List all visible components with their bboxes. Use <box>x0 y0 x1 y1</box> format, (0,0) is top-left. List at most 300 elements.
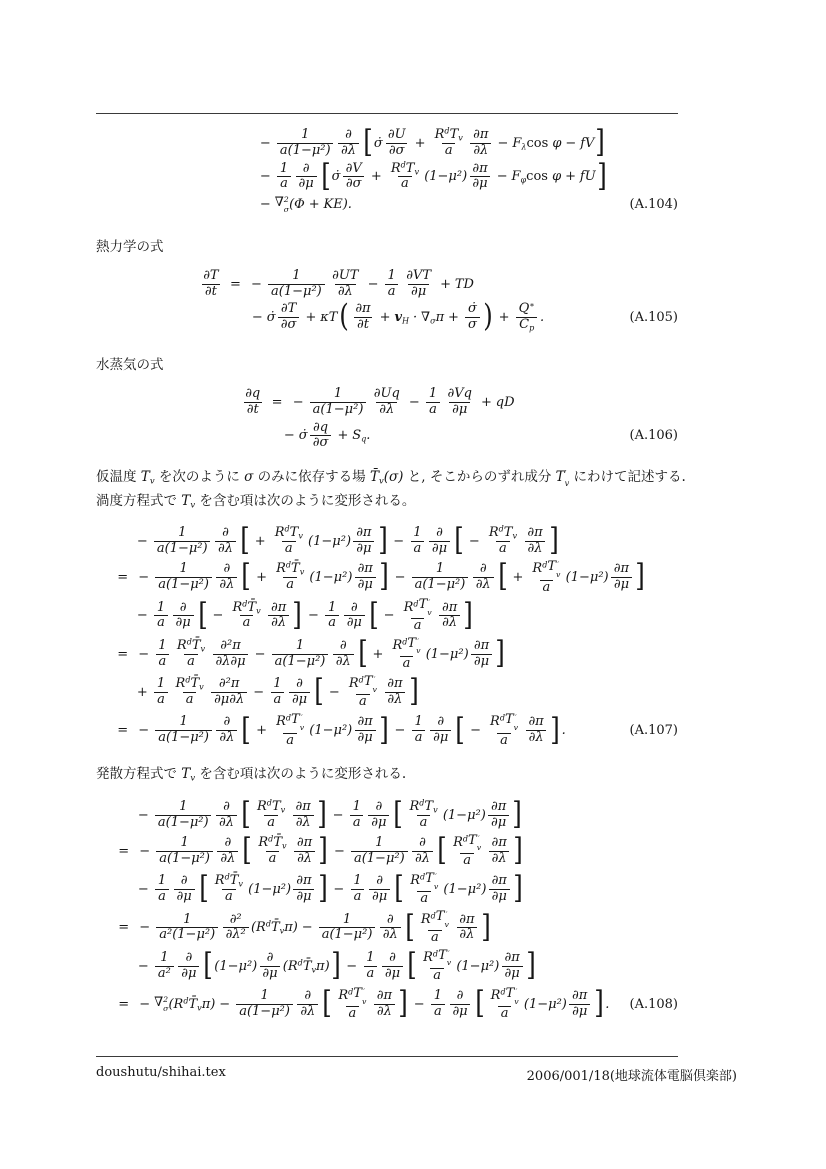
math-text: KE). <box>323 197 352 213</box>
subscript: v <box>564 478 570 489</box>
numerator <box>350 800 364 815</box>
math-group <box>448 834 512 869</box>
fraction <box>178 951 199 982</box>
operator: − <box>138 723 150 739</box>
scripted-symbol <box>189 997 202 1012</box>
subscript: v <box>512 531 517 541</box>
math-text: ∂π <box>572 988 588 1004</box>
math-text: 1 <box>428 385 438 401</box>
scripted-symbol <box>275 195 289 214</box>
close-delimiter-bracket: ] <box>330 947 341 983</box>
scripted-symbol <box>291 713 304 732</box>
fraction <box>352 302 373 333</box>
fraction <box>401 598 435 633</box>
math-text: ∂λ <box>335 653 351 669</box>
subscript: v <box>256 606 261 616</box>
fraction <box>215 526 236 557</box>
math-text: ∂λ <box>491 850 507 866</box>
subscript: H <box>402 316 410 326</box>
math-text: (1−μ²) <box>442 807 486 823</box>
denominator <box>473 577 494 593</box>
operator: + <box>498 310 510 326</box>
superscript: ′ <box>301 713 303 723</box>
math-group <box>256 195 352 214</box>
roman-text: 発散方程式で <box>96 766 182 783</box>
fraction <box>213 639 249 670</box>
numerator <box>355 715 376 730</box>
fraction <box>230 601 264 632</box>
denominator <box>223 927 249 943</box>
scripted-symbol <box>421 913 436 928</box>
fraction <box>368 800 389 831</box>
math-text: ∂VT <box>406 267 431 283</box>
math-text: T <box>271 799 281 815</box>
equation-line <box>96 797 678 833</box>
scripted-symbol <box>181 491 195 513</box>
equation-block-A.104 <box>96 125 678 215</box>
scripted-symbol <box>438 949 451 968</box>
math-group <box>453 834 481 853</box>
math-text: ∂π <box>472 160 488 176</box>
fraction <box>465 302 480 333</box>
roman-text: を含む項は次のように変形される. <box>195 766 407 783</box>
fraction <box>156 836 212 867</box>
math-text: ∂λ <box>271 615 287 631</box>
fraction <box>273 562 307 593</box>
denominator <box>155 577 211 593</box>
equation-number: (A.105) <box>629 310 678 326</box>
operator: + <box>308 197 320 213</box>
scripted-symbol <box>436 910 449 929</box>
math-text: 1 <box>157 873 167 889</box>
superscript: d <box>420 872 426 882</box>
math-text: R <box>403 599 414 615</box>
operator: − <box>468 534 480 550</box>
math-text: ∂q <box>313 419 329 435</box>
math-group <box>177 639 205 654</box>
equation-line <box>96 387 678 418</box>
math-text: (1−μ²) <box>456 958 500 974</box>
math-text: ∂μ <box>346 615 362 631</box>
math-text: a²(1−μ²) <box>159 927 216 943</box>
math-text: ∂μ <box>357 577 373 593</box>
math-text: a <box>500 1006 509 1022</box>
scripted-symbol <box>532 562 547 577</box>
footer-row <box>96 1065 737 1084</box>
numerator <box>516 302 538 317</box>
numerator <box>433 562 447 577</box>
denominator <box>611 577 632 593</box>
math-text: 1 <box>179 799 188 815</box>
operator: + <box>379 310 391 326</box>
math-group <box>209 601 292 632</box>
bracket-group <box>393 872 524 907</box>
denominator <box>154 615 167 631</box>
subscript: v <box>414 167 419 177</box>
math-text: Q <box>518 301 530 317</box>
fraction <box>277 128 333 159</box>
superscript: d <box>413 599 419 609</box>
fraction <box>211 677 247 708</box>
scripted-symbol <box>141 467 155 489</box>
math-text: a(1−μ²) <box>353 850 405 866</box>
denominator <box>155 889 168 905</box>
roman-text: cos <box>526 135 553 151</box>
open-delimiter-bracket: [ <box>197 597 208 633</box>
scripted-symbol <box>490 715 505 730</box>
denominator <box>277 143 333 159</box>
scripted-symbol <box>421 310 436 325</box>
fraction <box>155 800 211 831</box>
math-text: ∂ <box>436 525 443 541</box>
fraction <box>350 800 364 831</box>
scripted-symbol <box>154 995 168 1014</box>
math-text: a <box>401 176 409 192</box>
numerator <box>325 601 339 616</box>
superscript: d <box>402 637 408 647</box>
math-text: (1−μ²) <box>523 996 567 1012</box>
subscript: p <box>529 323 535 333</box>
equals-operator: = <box>230 276 241 292</box>
fraction <box>407 872 441 907</box>
operator: − <box>139 920 151 936</box>
math-text: a <box>413 541 422 557</box>
fraction <box>530 560 564 595</box>
equals-operator: = <box>118 996 130 1012</box>
page-footer <box>96 1056 737 1084</box>
bracket-group <box>474 987 605 1022</box>
bracket-group <box>406 949 537 984</box>
sup-sub-stack <box>447 949 451 968</box>
equation-line <box>96 675 678 710</box>
math-text: ∂t <box>246 401 259 417</box>
subscript: v <box>282 841 287 851</box>
superscript: ′ <box>557 560 560 570</box>
numerator <box>456 913 477 928</box>
math-text: ∂σ <box>345 176 362 192</box>
equation-line <box>96 598 678 633</box>
math-text: a <box>420 891 429 907</box>
fraction <box>355 562 376 593</box>
subscript: v <box>556 569 561 579</box>
math-text: a <box>348 1006 357 1022</box>
scripted-symbol <box>512 169 527 184</box>
denominator <box>412 851 433 867</box>
math-text: ∂Uq <box>373 385 400 401</box>
math-text: a <box>268 850 277 866</box>
math-text: π) <box>316 958 330 974</box>
numerator <box>177 601 189 616</box>
math-text: ∂ <box>302 160 310 176</box>
sup-sub-stack <box>444 910 448 929</box>
close-delimiter-bracket: ] <box>526 947 536 983</box>
denominator <box>236 1004 292 1020</box>
math-text: T̄ <box>270 920 280 936</box>
math-text: ∂ <box>223 561 231 577</box>
numerator <box>450 834 484 853</box>
operator: + <box>512 570 524 586</box>
denominator <box>385 692 406 708</box>
operator: − <box>292 394 304 410</box>
superscript: ′ <box>514 713 517 723</box>
scripted-symbol <box>504 526 517 541</box>
equation-line <box>96 299 678 335</box>
close-delimiter-paren: ) <box>483 299 493 335</box>
numerator <box>470 128 491 143</box>
math-text: . <box>366 428 371 444</box>
operator: + <box>256 570 267 586</box>
denominator <box>516 317 537 333</box>
denominator <box>430 730 451 746</box>
math-text: ∂μ <box>504 965 520 981</box>
denominator <box>272 654 328 670</box>
math-text: ∂λ <box>459 927 475 943</box>
math-text: ∂ <box>179 599 187 615</box>
fraction <box>174 874 195 905</box>
scripted-symbol <box>391 162 406 177</box>
fraction <box>489 836 510 867</box>
operator: − <box>253 685 265 701</box>
numerator <box>373 874 385 889</box>
math-text: R <box>490 988 501 1004</box>
math-text: ∂μ <box>452 1003 468 1019</box>
math-text: ∂μ <box>384 965 401 981</box>
scripted-symbol <box>257 800 272 815</box>
denominator <box>526 730 547 746</box>
math-text: 1 <box>183 911 192 927</box>
math-text: T̄ <box>302 958 312 974</box>
math-text: ∂π <box>490 799 507 815</box>
operator: − <box>383 608 395 624</box>
fraction <box>353 526 374 557</box>
scripted-symbol <box>258 836 273 851</box>
sup-sub-stack <box>362 987 366 1006</box>
section-heading <box>96 353 678 373</box>
math-text: T <box>418 597 428 613</box>
fraction <box>272 526 306 557</box>
math-text: T <box>363 673 373 689</box>
math-text: ∂ <box>266 949 274 965</box>
fraction <box>456 913 477 944</box>
math-group <box>409 800 437 815</box>
numerator <box>390 637 424 656</box>
math-text: T <box>555 469 565 486</box>
math-text: a(1−μ²) <box>321 927 373 943</box>
bracket-group <box>240 713 390 748</box>
math-text: ∂σ <box>312 435 329 451</box>
math-text: R <box>348 676 359 692</box>
math-group <box>134 949 538 984</box>
fraction <box>236 989 292 1020</box>
superscript: d <box>285 714 292 724</box>
denominator <box>178 966 199 982</box>
denominator <box>215 541 236 557</box>
numerator <box>454 989 466 1004</box>
operator: − <box>333 843 345 859</box>
math-text: . <box>561 723 566 739</box>
fraction <box>487 713 521 748</box>
math-text: ∂ <box>386 911 394 927</box>
math-text: a <box>542 579 551 595</box>
denominator <box>355 730 376 746</box>
math-text: (1−μ²) <box>248 882 292 898</box>
math-text: a <box>158 889 166 905</box>
fraction <box>412 562 468 593</box>
numerator <box>178 874 190 889</box>
math-text: R <box>214 873 225 889</box>
open-delimiter-bracket: [ <box>241 559 251 595</box>
math-group <box>252 800 316 831</box>
numerator <box>363 951 377 966</box>
operator: + <box>481 394 492 410</box>
fraction <box>355 715 376 746</box>
math-group <box>435 128 463 143</box>
numerator <box>465 302 480 317</box>
scripted-symbol <box>468 834 481 853</box>
denominator <box>497 733 510 749</box>
fraction <box>351 836 407 867</box>
math-group <box>133 598 475 633</box>
math-text: ∂π <box>491 834 507 850</box>
math-text: ∇ <box>420 310 431 326</box>
equation-line <box>96 523 678 559</box>
math-text: T <box>181 492 191 509</box>
operator: − <box>254 646 266 662</box>
numerator <box>220 800 232 815</box>
scripted-symbol <box>174 997 189 1012</box>
math-text: T <box>405 160 415 176</box>
scripted-symbol <box>419 598 432 617</box>
close-delimiter-bracket: ] <box>549 523 559 559</box>
denominator <box>344 615 365 631</box>
denominator <box>296 176 317 192</box>
numerator <box>293 639 307 654</box>
operator: − <box>137 882 149 898</box>
superscript: d <box>432 949 439 959</box>
denominator <box>155 815 211 831</box>
bracket-group <box>454 713 561 748</box>
operator: − <box>496 169 508 185</box>
superscript: ′ <box>448 948 450 958</box>
operator: − <box>283 428 295 444</box>
numerator <box>477 562 489 577</box>
math-text: a <box>500 732 508 748</box>
math-group <box>111 637 507 672</box>
math-text: ∂ <box>223 799 230 815</box>
denominator <box>283 577 296 593</box>
scripted-symbol <box>406 162 419 177</box>
fraction <box>445 387 475 418</box>
math-text: ∂ <box>350 599 358 615</box>
math-group <box>404 598 432 617</box>
math-group <box>391 162 419 177</box>
denominator <box>417 891 430 907</box>
math-text: 1 <box>414 714 423 730</box>
math-text: 1 <box>160 949 169 965</box>
superscript: d <box>400 160 406 170</box>
denominator <box>297 1004 318 1020</box>
sup-sub-stack <box>416 637 420 656</box>
subscript: v <box>361 996 367 1006</box>
scripted-symbol <box>176 677 191 692</box>
fraction <box>154 601 168 632</box>
scripted-symbol <box>303 959 316 974</box>
denominator <box>264 815 277 831</box>
numerator <box>343 162 365 177</box>
math-text: a <box>158 653 167 669</box>
fraction <box>516 302 538 333</box>
scripted-symbol <box>519 318 534 333</box>
denominator <box>457 927 478 943</box>
superscript: ′ <box>515 986 518 996</box>
roman-text: 渦度方程式で <box>96 492 182 509</box>
operator: − <box>328 685 340 701</box>
bracket-group <box>198 871 329 907</box>
math-text: (1−μ²) <box>565 570 609 586</box>
math-text: a <box>286 577 295 593</box>
operator: + <box>136 685 148 701</box>
math-text: ∇ <box>274 195 284 211</box>
operator: − <box>212 608 224 624</box>
math-text: κT <box>320 310 338 326</box>
equation-line <box>96 195 678 214</box>
paragraph-line <box>96 764 678 786</box>
math-group <box>491 987 519 1006</box>
math-text: a <box>328 615 337 631</box>
fraction <box>384 677 405 708</box>
denominator <box>217 851 238 867</box>
math-text: ∂λ <box>340 142 356 158</box>
operator: + <box>440 276 451 292</box>
math-text: S <box>352 428 362 444</box>
superscript: d <box>266 798 272 808</box>
superscript: d <box>498 524 504 534</box>
section-heading-text: 水蒸気の式 <box>96 356 164 373</box>
math-text: R <box>274 525 285 541</box>
math-text: R <box>488 525 499 541</box>
math-text: ∂π <box>491 873 507 889</box>
math-text: a(1−μ²) <box>312 401 364 417</box>
bracket-group <box>202 947 341 983</box>
math-group <box>134 797 524 833</box>
math-text: T <box>407 635 417 651</box>
denominator <box>266 851 279 867</box>
scripted-symbol <box>394 310 409 325</box>
sup-sub-stack <box>434 872 438 891</box>
fraction <box>310 421 331 452</box>
numerator <box>298 128 312 143</box>
numerator <box>433 526 445 541</box>
math-text: ∂μ <box>176 889 192 905</box>
math-text: T̄ <box>273 834 282 850</box>
math-text: φ <box>552 135 562 151</box>
math-text: R <box>390 160 401 176</box>
numerator <box>432 128 466 143</box>
superscript: d <box>419 798 425 808</box>
operator: − <box>137 807 149 823</box>
math-text: ∂λ∂μ <box>215 653 246 669</box>
math-group <box>214 951 329 982</box>
math-text: ∂V <box>345 160 362 176</box>
denominator <box>465 317 480 333</box>
math-text: a <box>434 1003 442 1019</box>
subscript: λ <box>521 142 527 152</box>
math-group <box>416 910 480 945</box>
roman-text: を次のように <box>154 469 245 486</box>
equation-number: (A.104) <box>629 197 678 213</box>
math-text: R <box>257 799 267 815</box>
fraction <box>369 874 390 905</box>
